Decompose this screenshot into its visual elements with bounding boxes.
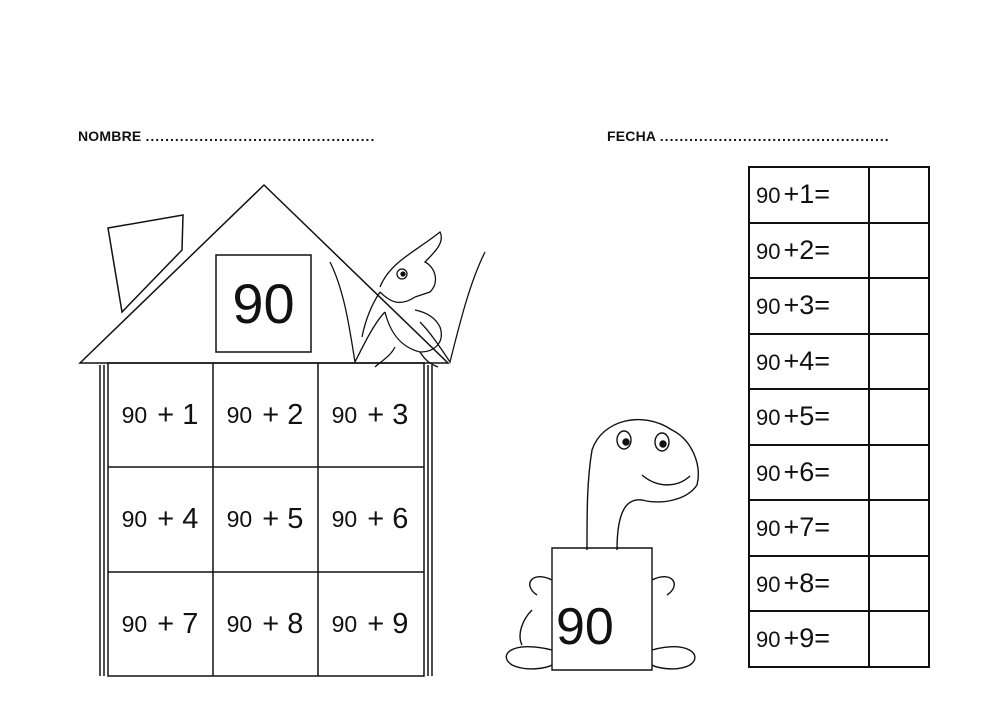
nombre-label: NOMBRE — [78, 128, 142, 144]
answer-cell[interactable] — [869, 389, 929, 445]
answer-cell[interactable] — [869, 334, 929, 390]
house-cell[interactable]: 90 + 9 — [331, 607, 409, 640]
house-cell[interactable]: 90 + 5 — [226, 502, 304, 535]
fecha-field — [607, 128, 890, 144]
answer-cell[interactable] — [869, 223, 929, 279]
fecha-line[interactable]: ............................................... — [659, 128, 890, 144]
house-cell[interactable]: 90 + 6 — [331, 502, 409, 535]
table-row: 90 +3= — [749, 278, 929, 334]
house-cell[interactable]: 90 + 4 — [121, 502, 199, 535]
house-cell[interactable]: 90 + 8 — [226, 607, 304, 640]
table-row: 90 +6= — [749, 445, 929, 501]
roof-number: 90 — [232, 272, 295, 335]
sign-number: 90 — [556, 598, 614, 656]
answer-cell[interactable] — [869, 500, 929, 556]
house-cell[interactable]: 90 + 2 — [226, 398, 304, 431]
table-row: 90 +1= — [749, 167, 929, 223]
addition-table — [748, 166, 930, 668]
fecha-label: FECHA — [607, 128, 656, 144]
chimney — [108, 215, 183, 312]
table-row: 90 +4= — [749, 334, 929, 390]
answer-cell[interactable] — [869, 611, 929, 667]
answer-cell[interactable] — [869, 278, 929, 334]
nombre-line[interactable]: ............................................... — [145, 128, 376, 144]
house-cell[interactable]: 90 + 1 — [121, 398, 199, 431]
answer-cell[interactable] — [869, 167, 929, 223]
table-row: 90 +8= — [749, 556, 929, 612]
table-row: 90 +5= — [749, 389, 929, 445]
house-cell[interactable]: 90 + 3 — [331, 398, 409, 431]
answer-cell[interactable] — [869, 556, 929, 612]
pterodactyl-icon — [320, 222, 495, 372]
table-row: 90 +9= — [749, 611, 929, 667]
nombre-field — [78, 128, 375, 144]
table-row: 90 +2= — [749, 223, 929, 279]
table-row: 90 +7= — [749, 500, 929, 556]
house-cell[interactable]: 90 + 7 — [121, 607, 199, 640]
answer-cell[interactable] — [869, 445, 929, 501]
